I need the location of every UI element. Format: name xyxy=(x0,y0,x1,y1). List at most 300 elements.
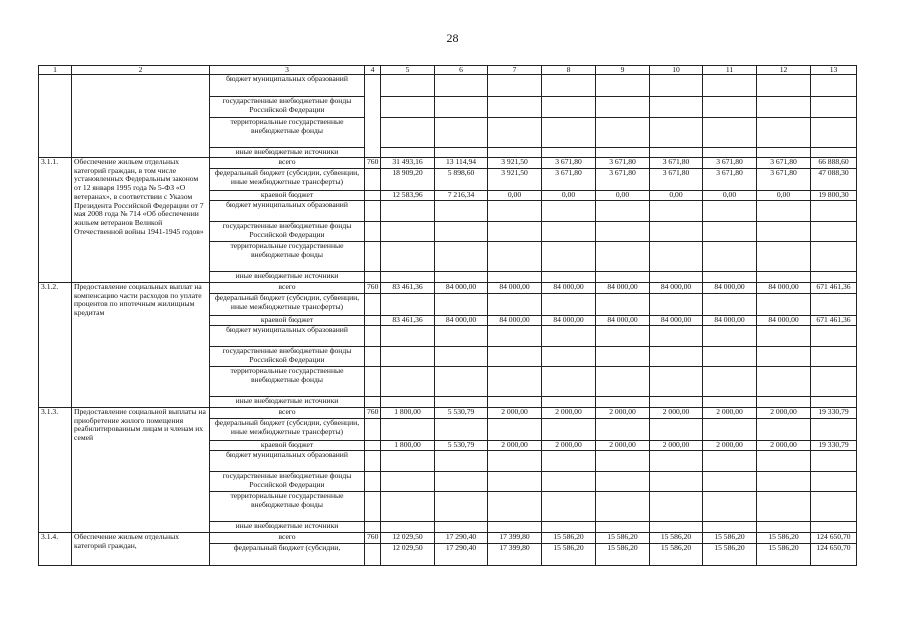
value-cell: 2 000,00 xyxy=(703,441,757,451)
value-cell: 84 000,00 xyxy=(757,283,811,294)
value-cell xyxy=(542,347,596,367)
source-cell: территориальные государственные внебюджетные фонды xyxy=(210,118,365,148)
value-cell xyxy=(435,148,488,158)
kbk-cell xyxy=(365,222,381,242)
column-header-5: 5 xyxy=(381,66,435,75)
value-cell: 84 000,00 xyxy=(596,316,650,326)
measure-kbk: 760 xyxy=(365,283,381,294)
value-cell xyxy=(542,397,596,408)
source-cell: бюджет муниципальных образований xyxy=(210,451,365,472)
table-row xyxy=(39,283,857,294)
value-cell xyxy=(381,522,435,533)
value-cell xyxy=(596,522,650,533)
value-cell xyxy=(703,148,757,158)
value-cell: 18 909,20 xyxy=(381,169,435,191)
source-cell: иные внебюджетные источники xyxy=(210,148,365,158)
value-cell: 3 921,50 xyxy=(488,158,542,169)
value-cell xyxy=(811,75,857,97)
value-cell: 19 330,79 xyxy=(811,408,857,419)
measure-code: 3.1.3. xyxy=(39,408,72,533)
value-cell xyxy=(811,326,857,347)
value-cell xyxy=(381,294,435,316)
column-header-7: 7 xyxy=(488,66,542,75)
value-cell xyxy=(811,522,857,533)
value-cell: 3 671,80 xyxy=(650,169,703,191)
value-cell xyxy=(757,118,811,148)
value-cell xyxy=(650,148,703,158)
value-cell: 17 290,40 xyxy=(435,533,488,544)
value-cell xyxy=(542,451,596,472)
value-cell xyxy=(811,472,857,492)
value-cell xyxy=(488,326,542,347)
column-header-11: 11 xyxy=(703,66,757,75)
kbk-cell xyxy=(365,451,381,472)
source-cell: территориальные государственные внебюджетные фонды xyxy=(210,242,365,272)
value-cell xyxy=(488,118,542,148)
value-cell: 3 921,50 xyxy=(488,169,542,191)
value-cell xyxy=(703,492,757,522)
value-cell: 15 586,20 xyxy=(542,544,596,566)
value-cell: 3 671,80 xyxy=(757,169,811,191)
value-cell xyxy=(811,97,857,118)
table-row xyxy=(39,408,857,419)
value-cell: 124 650,70 xyxy=(811,533,857,544)
value-cell: 83 461,36 xyxy=(381,283,435,294)
source-cell: краевой бюджет xyxy=(210,191,365,201)
table-body xyxy=(39,66,857,566)
value-cell xyxy=(757,97,811,118)
value-cell xyxy=(435,347,488,367)
column-header-4: 4 xyxy=(365,66,381,75)
value-cell xyxy=(650,397,703,408)
value-cell xyxy=(542,222,596,242)
value-cell xyxy=(488,201,542,222)
value-cell: 3 671,80 xyxy=(703,169,757,191)
value-cell: 3 671,80 xyxy=(703,158,757,169)
value-cell xyxy=(381,75,435,97)
value-cell: 84 000,00 xyxy=(488,316,542,326)
value-cell: 5 530,79 xyxy=(435,441,488,451)
value-cell xyxy=(542,294,596,316)
budget-table xyxy=(38,65,857,566)
value-cell: 0,00 xyxy=(650,191,703,201)
value-cell xyxy=(381,272,435,283)
source-cell: всего xyxy=(210,408,365,419)
column-header-8: 8 xyxy=(542,66,596,75)
continuation-code-cell xyxy=(39,75,72,158)
value-cell xyxy=(542,419,596,441)
source-cell: бюджет муниципальных образований xyxy=(210,75,365,97)
value-cell: 15 586,20 xyxy=(542,533,596,544)
value-cell xyxy=(435,97,488,118)
value-cell xyxy=(757,242,811,272)
value-cell: 19 800,30 xyxy=(811,191,857,201)
value-cell xyxy=(703,367,757,397)
value-cell xyxy=(650,201,703,222)
column-header-12: 12 xyxy=(757,66,811,75)
value-cell xyxy=(542,492,596,522)
column-header-3: 3 xyxy=(210,66,365,75)
value-cell: 84 000,00 xyxy=(542,283,596,294)
value-cell: 3 671,80 xyxy=(757,158,811,169)
measure-kbk: 760 xyxy=(365,158,381,169)
value-cell xyxy=(596,272,650,283)
value-cell xyxy=(703,118,757,148)
value-cell xyxy=(650,75,703,97)
kbk-cell xyxy=(365,492,381,522)
value-cell xyxy=(596,97,650,118)
value-cell: 3 671,80 xyxy=(542,158,596,169)
measure-code: 3.1.2. xyxy=(39,283,72,408)
value-cell xyxy=(703,242,757,272)
value-cell: 12 583,96 xyxy=(381,191,435,201)
kbk-cell xyxy=(365,472,381,492)
value-cell: 66 888,60 xyxy=(811,158,857,169)
continuation-kbk-cell xyxy=(365,75,381,158)
value-cell: 2 000,00 xyxy=(757,408,811,419)
kbk-cell xyxy=(365,201,381,222)
value-cell xyxy=(435,242,488,272)
kbk-cell xyxy=(365,272,381,283)
value-cell xyxy=(811,242,857,272)
value-cell xyxy=(596,75,650,97)
value-cell xyxy=(650,419,703,441)
value-cell xyxy=(650,118,703,148)
value-cell xyxy=(488,492,542,522)
value-cell xyxy=(596,118,650,148)
value-cell xyxy=(703,201,757,222)
value-cell xyxy=(381,148,435,158)
value-cell xyxy=(435,522,488,533)
table-row xyxy=(39,158,857,169)
value-cell xyxy=(650,451,703,472)
measure-kbk: 760 xyxy=(365,408,381,419)
value-cell xyxy=(435,75,488,97)
kbk-cell xyxy=(365,522,381,533)
value-cell: 1 800,00 xyxy=(381,441,435,451)
value-cell xyxy=(488,242,542,272)
value-cell xyxy=(542,472,596,492)
page-number: 28 xyxy=(446,31,459,45)
value-cell: 84 000,00 xyxy=(488,283,542,294)
value-cell: 13 114,94 xyxy=(435,158,488,169)
value-cell xyxy=(757,148,811,158)
value-cell xyxy=(381,222,435,242)
value-cell: 15 586,20 xyxy=(757,544,811,566)
source-cell: иные внебюджетные источники xyxy=(210,522,365,533)
value-cell xyxy=(488,522,542,533)
value-cell xyxy=(757,472,811,492)
value-cell xyxy=(381,419,435,441)
value-cell: 0,00 xyxy=(488,191,542,201)
value-cell xyxy=(757,222,811,242)
source-cell: территориальные государственные внебюджетные фонды xyxy=(210,367,365,397)
value-cell xyxy=(542,118,596,148)
source-cell: иные внебюджетные источники xyxy=(210,272,365,283)
kbk-cell xyxy=(365,326,381,347)
value-cell: 12 029,50 xyxy=(381,533,435,544)
value-cell: 84 000,00 xyxy=(542,316,596,326)
value-cell: 15 586,20 xyxy=(650,533,703,544)
value-cell xyxy=(650,522,703,533)
value-cell xyxy=(650,347,703,367)
value-cell xyxy=(757,272,811,283)
value-cell xyxy=(381,242,435,272)
source-cell: всего xyxy=(210,533,365,544)
measure-name: Обеспечение жильем отдельных категорий граждан, в том числе установленных Федеральным законом от 12 января 1995 года № 5-ФЗ «О ветеранах», в соответствии с Указом Президента Российской Федерации от 7 мая 2008 года № 714 «Об обеспечении жильем ветеранов Великой Отечественной войны 1941-1945 годов» xyxy=(72,158,210,283)
value-cell xyxy=(488,419,542,441)
value-cell xyxy=(596,472,650,492)
value-cell: 1 800,00 xyxy=(381,408,435,419)
value-cell xyxy=(542,242,596,272)
value-cell xyxy=(435,492,488,522)
column-header-6: 6 xyxy=(435,66,488,75)
value-cell xyxy=(596,492,650,522)
value-cell xyxy=(488,472,542,492)
value-cell: 7 216,34 xyxy=(435,191,488,201)
value-cell xyxy=(542,522,596,533)
value-cell xyxy=(542,272,596,283)
value-cell xyxy=(542,367,596,397)
value-cell xyxy=(596,367,650,397)
value-cell xyxy=(381,97,435,118)
value-cell xyxy=(757,397,811,408)
value-cell: 124 650,70 xyxy=(811,544,857,566)
value-cell: 83 461,36 xyxy=(381,316,435,326)
kbk-cell xyxy=(365,419,381,441)
value-cell: 2 000,00 xyxy=(757,441,811,451)
value-cell xyxy=(811,347,857,367)
source-cell: всего xyxy=(210,158,365,169)
value-cell xyxy=(381,118,435,148)
value-cell xyxy=(488,347,542,367)
table-row xyxy=(39,533,857,544)
kbk-cell xyxy=(365,242,381,272)
value-cell xyxy=(757,451,811,472)
value-cell: 0,00 xyxy=(757,191,811,201)
value-cell xyxy=(811,492,857,522)
value-cell xyxy=(703,419,757,441)
value-cell: 3 671,80 xyxy=(650,158,703,169)
value-cell xyxy=(488,397,542,408)
value-cell xyxy=(542,75,596,97)
value-cell xyxy=(703,75,757,97)
kbk-cell xyxy=(365,441,381,451)
value-cell xyxy=(703,326,757,347)
value-cell xyxy=(596,148,650,158)
value-cell xyxy=(542,201,596,222)
measure-code: 3.1.1. xyxy=(39,158,72,283)
value-cell xyxy=(435,472,488,492)
value-cell xyxy=(811,222,857,242)
value-cell: 5 898,60 xyxy=(435,169,488,191)
value-cell xyxy=(757,201,811,222)
value-cell: 47 088,30 xyxy=(811,169,857,191)
kbk-cell xyxy=(365,367,381,397)
source-cell: краевой бюджет xyxy=(210,316,365,326)
source-cell: бюджет муниципальных образований xyxy=(210,201,365,222)
value-cell xyxy=(435,201,488,222)
value-cell: 15 586,20 xyxy=(757,533,811,544)
source-cell: государственные внебюджетные фонды Российской Федерации xyxy=(210,97,365,118)
value-cell: 15 586,20 xyxy=(596,533,650,544)
value-cell: 84 000,00 xyxy=(650,316,703,326)
value-cell: 0,00 xyxy=(542,191,596,201)
value-cell xyxy=(811,367,857,397)
value-cell xyxy=(542,97,596,118)
value-cell: 2 000,00 xyxy=(542,441,596,451)
value-cell: 3 671,80 xyxy=(542,169,596,191)
value-cell xyxy=(703,472,757,492)
value-cell xyxy=(650,294,703,316)
kbk-cell xyxy=(365,347,381,367)
value-cell xyxy=(703,272,757,283)
value-cell xyxy=(381,397,435,408)
source-cell: иные внебюджетные источники xyxy=(210,397,365,408)
value-cell xyxy=(381,451,435,472)
value-cell xyxy=(596,201,650,222)
value-cell xyxy=(757,326,811,347)
value-cell xyxy=(488,367,542,397)
value-cell xyxy=(488,294,542,316)
kbk-cell xyxy=(365,191,381,201)
value-cell xyxy=(542,326,596,347)
value-cell: 5 530,79 xyxy=(435,408,488,419)
value-cell xyxy=(381,492,435,522)
source-cell: всего xyxy=(210,283,365,294)
value-cell xyxy=(811,118,857,148)
source-cell: государственные внебюджетные фонды Российской Федерации xyxy=(210,472,365,492)
value-cell: 17 290,40 xyxy=(435,544,488,566)
value-cell: 671 461,36 xyxy=(811,316,857,326)
value-cell: 84 000,00 xyxy=(703,283,757,294)
kbk-cell xyxy=(365,397,381,408)
kbk-cell xyxy=(365,169,381,191)
kbk-cell xyxy=(365,544,381,566)
value-cell xyxy=(488,75,542,97)
value-cell xyxy=(488,272,542,283)
value-cell xyxy=(596,326,650,347)
value-cell xyxy=(596,347,650,367)
value-cell xyxy=(811,397,857,408)
value-cell xyxy=(596,242,650,272)
value-cell: 2 000,00 xyxy=(542,408,596,419)
value-cell xyxy=(596,397,650,408)
value-cell xyxy=(435,367,488,397)
value-cell xyxy=(650,326,703,347)
kbk-cell xyxy=(365,316,381,326)
value-cell xyxy=(596,451,650,472)
source-cell: федеральный бюджет (субсидии, xyxy=(210,544,365,566)
value-cell: 84 000,00 xyxy=(596,283,650,294)
value-cell xyxy=(757,522,811,533)
value-cell xyxy=(703,97,757,118)
column-header-13: 13 xyxy=(811,66,857,75)
kbk-cell xyxy=(365,294,381,316)
value-cell xyxy=(650,97,703,118)
value-cell: 12 029,50 xyxy=(381,544,435,566)
value-cell xyxy=(811,294,857,316)
value-cell: 84 000,00 xyxy=(650,283,703,294)
value-cell xyxy=(381,326,435,347)
value-cell: 31 493,16 xyxy=(381,158,435,169)
value-cell: 2 000,00 xyxy=(596,441,650,451)
source-cell: федеральный бюджет (субсидии, субвенции, иные межбюджетные трансферты) xyxy=(210,419,365,441)
value-cell: 2 000,00 xyxy=(703,408,757,419)
value-cell xyxy=(703,347,757,367)
value-cell xyxy=(757,419,811,441)
value-cell xyxy=(703,397,757,408)
source-cell: бюджет муниципальных образований xyxy=(210,326,365,347)
measure-name: Предоставление социальных выплат на компенсацию части расходов по уплате процентов по ипотечным жилищным кредитам xyxy=(72,283,210,408)
value-cell xyxy=(811,272,857,283)
value-cell: 84 000,00 xyxy=(435,283,488,294)
value-cell xyxy=(435,272,488,283)
value-cell xyxy=(488,97,542,118)
value-cell: 3 671,80 xyxy=(596,158,650,169)
value-cell: 2 000,00 xyxy=(596,408,650,419)
value-cell xyxy=(650,272,703,283)
value-cell xyxy=(488,451,542,472)
value-cell xyxy=(811,201,857,222)
value-cell xyxy=(650,242,703,272)
source-cell: государственные внебюджетные фонды Российской Федерации xyxy=(210,347,365,367)
source-cell: федеральный бюджет (субсидии, субвенции, иные межбюджетные трансферты) xyxy=(210,169,365,191)
value-cell: 2 000,00 xyxy=(650,441,703,451)
value-cell xyxy=(650,492,703,522)
value-cell xyxy=(435,397,488,408)
value-cell xyxy=(381,367,435,397)
value-cell xyxy=(596,419,650,441)
value-cell xyxy=(650,472,703,492)
value-cell xyxy=(703,522,757,533)
value-cell xyxy=(488,222,542,242)
value-cell xyxy=(435,294,488,316)
source-cell: федеральный бюджет (субсидии, субвенции, иные межбюджетные трансферты) xyxy=(210,294,365,316)
value-cell xyxy=(488,148,542,158)
value-cell: 19 330,79 xyxy=(811,441,857,451)
value-cell xyxy=(381,347,435,367)
value-cell xyxy=(435,326,488,347)
continuation-name-cell xyxy=(72,75,210,158)
column-header-1: 1 xyxy=(39,66,72,75)
value-cell: 15 586,20 xyxy=(650,544,703,566)
source-cell: государственные внебюджетные фонды Российской Федерации xyxy=(210,222,365,242)
value-cell: 15 586,20 xyxy=(703,533,757,544)
value-cell xyxy=(381,201,435,222)
value-cell xyxy=(703,294,757,316)
value-cell xyxy=(650,367,703,397)
value-cell xyxy=(757,347,811,367)
column-header-2: 2 xyxy=(72,66,210,75)
value-cell xyxy=(435,118,488,148)
value-cell: 2 000,00 xyxy=(488,408,542,419)
measure-code: 3.1.4. xyxy=(39,533,72,566)
header-row xyxy=(39,66,857,75)
value-cell: 17 399,80 xyxy=(488,544,542,566)
value-cell xyxy=(811,451,857,472)
value-cell xyxy=(435,222,488,242)
value-cell xyxy=(757,367,811,397)
value-cell: 671 461,36 xyxy=(811,283,857,294)
source-cell: краевой бюджет xyxy=(210,441,365,451)
value-cell xyxy=(811,419,857,441)
measure-name: Обеспечение жильем отдельных категорий граждан, xyxy=(72,533,210,566)
value-cell xyxy=(435,419,488,441)
value-cell: 2 000,00 xyxy=(488,441,542,451)
measure-name: Предоставление социальной выплаты на приобретение жилого помещения реабилитированным лицам и членам их семей xyxy=(72,408,210,533)
column-header-9: 9 xyxy=(596,66,650,75)
